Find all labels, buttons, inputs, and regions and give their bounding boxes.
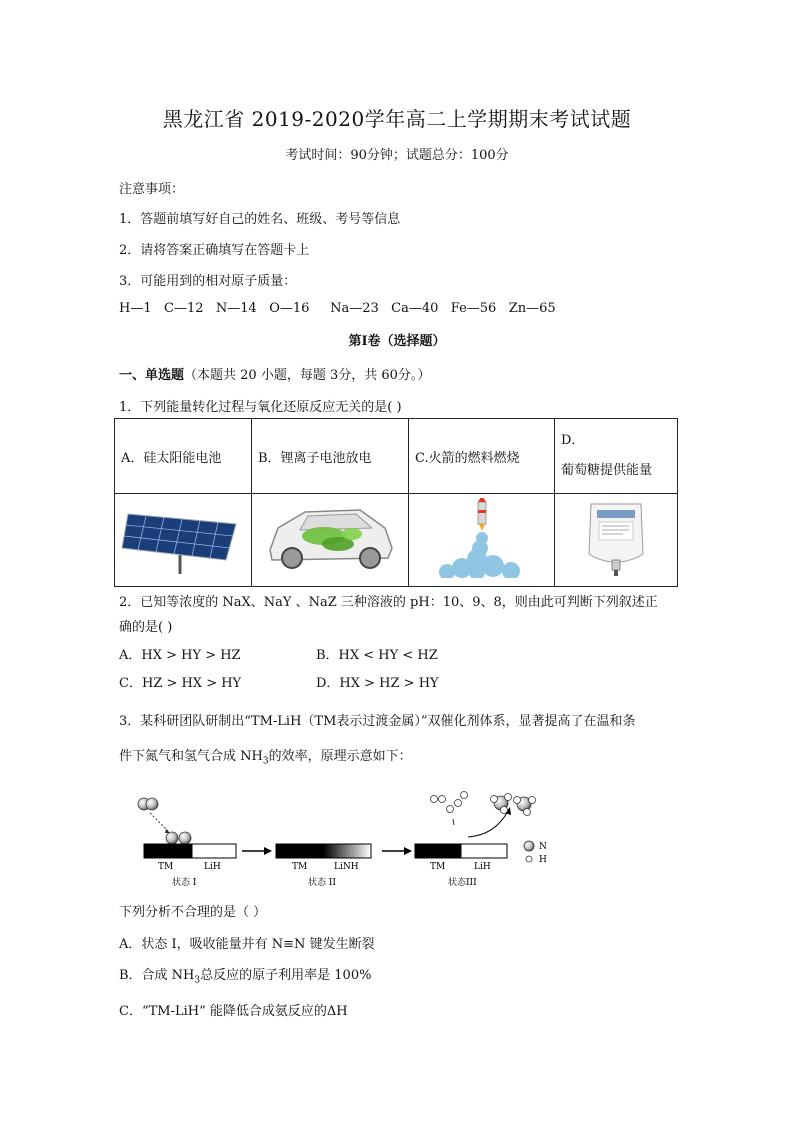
q3-stem-line2-post: 的效率，原理示意如下： — [268, 749, 412, 764]
state-2-linh: LiNH — [334, 862, 359, 872]
state-3-label: 状态III — [448, 878, 477, 888]
note-item-2: 2．请将答案正确填写在答题卡上 — [119, 243, 310, 258]
q1-option-d-letter: D． — [561, 433, 585, 448]
state-1-group — [138, 798, 236, 888]
part-heading — [119, 364, 430, 383]
note-item-1: 1．答题前填写好自己的姓名、班级、考号等信息 — [119, 212, 401, 227]
q3-stem-line1: 3．某科研团队研制出“TM-LiH（TM表示过渡金属）”双催化剂体系，显著提高了在温和条 — [119, 714, 636, 729]
state-2-label: 状态 II — [308, 878, 336, 888]
solar-panel-cell — [115, 494, 252, 587]
q3-stem-line2-pre: 件下氮气和氢气合成 NH — [119, 749, 263, 764]
car-battery-icon — [260, 498, 400, 578]
state-3-lih: LiH — [474, 862, 491, 872]
q3-option-b-post: 总反应的原子利用率是 100% — [200, 968, 372, 983]
q3-stem-line2 — [119, 745, 412, 767]
note-item-3: 3．可能用到的相对原子质量： — [119, 274, 297, 289]
q1-option-b: B．锂离子电池放电 — [252, 419, 409, 494]
q1-stem: 1．下列能量转化过程与氧化还原反应无关的是( ) — [119, 400, 402, 415]
car-battery-cell — [252, 494, 409, 587]
q3-option-c: C．“TM-LiH” 能降低合成氨反应的ΔH — [119, 1004, 348, 1019]
q1-option-d-text: 葡萄糖提供能量 — [561, 463, 653, 478]
solar-panel-icon — [118, 498, 248, 578]
q1-option-a: A．硅太阳能电池 — [115, 419, 252, 494]
q3-option-b-pre: B．合成 NH — [119, 968, 195, 983]
q2-option-c: C．HZ > HX > HY — [119, 676, 242, 691]
state-1-tm: TM — [158, 862, 174, 872]
part-label: 一、单选题 — [119, 368, 185, 383]
q3-question: 下列分析不合理的是（ ） — [119, 905, 267, 920]
state-1-label: 状态 I — [172, 878, 197, 888]
catalyst-diagram — [120, 785, 560, 895]
notes-heading: 注意事项： — [119, 182, 185, 197]
q3-option-a: A．状态 I，吸收能量并有 N≡N 键发生断裂 — [119, 937, 375, 952]
q2-stem-line2: 确的是( ) — [119, 620, 173, 635]
state-2-group — [276, 844, 371, 888]
q2-option-a: A．HX > HY > HZ — [119, 648, 241, 663]
q1-option-c: C.火箭的燃料燃烧 — [409, 419, 555, 494]
state-3-group — [415, 792, 536, 889]
state-3-tm: TM — [430, 862, 446, 872]
q2-option-b: B．HX < HY < HZ — [316, 648, 438, 663]
section-title: 第I卷（选择题） — [348, 334, 446, 349]
q3-stem-line2-sub: 3 — [262, 756, 269, 767]
rocket-launch-cell — [409, 494, 555, 587]
q2-option-d: D．HX > HZ > HY — [316, 676, 439, 691]
state-2-tm: TM — [292, 862, 308, 872]
state-1-lih: LiH — [204, 862, 221, 872]
page-title: 黑龙江省 2019-2020学年高二上学期期末考试试题 — [162, 107, 632, 131]
q3-option-b-sub: 3 — [194, 975, 201, 986]
glucose-iv-bag-icon — [571, 498, 661, 578]
glucose-iv-cell — [555, 494, 678, 587]
q3-option-b — [119, 964, 371, 986]
legend-h: H — [539, 855, 547, 865]
atomic-masses: H—1 C—12 N—14 O—16 Na—23 Ca—40 Fe—56 Zn—65 — [119, 301, 556, 316]
atom-legend — [524, 841, 547, 865]
q2-stem-line1: 2．已知等浓度的 NaX、NaY 、NaZ 三种溶液的 pH：10、9、8，则由此可判断下列叙述正 — [119, 595, 658, 610]
part-description: （本题共 20 小题，每题 3分，共 60分。） — [184, 368, 431, 383]
legend-n: N — [539, 842, 547, 852]
exam-info: 考试时间：90分钟；试题总分：100分 — [285, 148, 509, 163]
rocket-launch-icon — [427, 498, 537, 578]
q1-options-table — [114, 418, 678, 587]
q1-option-d — [555, 419, 678, 494]
